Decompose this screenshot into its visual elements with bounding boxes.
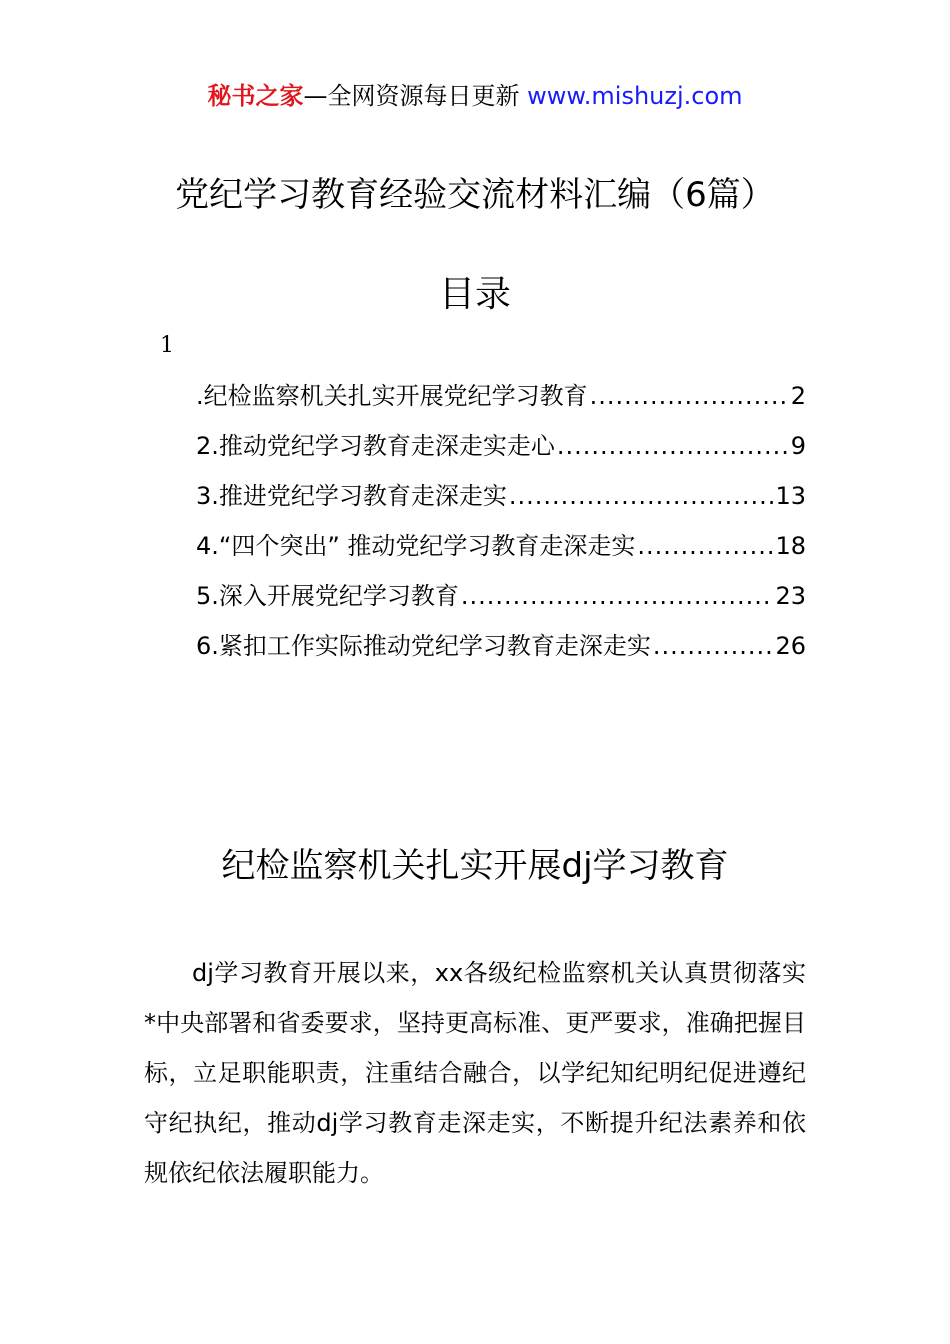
site-slogan: —全网资源每日更新 — [303, 82, 520, 110]
toc-entry-3[interactable] — [196, 478, 806, 528]
section-title: 纪检监察机关扎实开展dj学习教育 — [221, 846, 729, 886]
toc-heading: 目录 — [438, 274, 511, 315]
site-header — [0, 80, 950, 112]
toc-leader-dots — [637, 528, 773, 564]
toc-entry-page: 2 — [790, 382, 806, 410]
site-brand: 秘书之家 — [207, 82, 304, 110]
toc-leader-dots — [557, 428, 789, 464]
toc-entry-title: 4.“四个突出” 推动党纪学习教育走深走实 — [196, 532, 636, 560]
toc-entry-5[interactable] — [196, 578, 806, 628]
body-paragraph: dj学习教育开展以来，xx各级纪检监察机关认真贯彻落实*中央部署和省委要求，坚持更高标准、更严要求，准确把握目标，立足职能职责，注重结合融合，以学纪知纪明纪促进遵纪守纪执纪，推动dj学习教育走深走实，不断提升纪法素养和依规依纪依法履职能力。 — [144, 959, 806, 1187]
toc-entry-page: 13 — [775, 482, 806, 510]
toc-entry-title: 2.推动党纪学习教育走深走实走心 — [196, 432, 555, 460]
table-of-contents — [196, 378, 806, 678]
toc-entry-page: 18 — [775, 532, 806, 560]
toc-entry-page: 9 — [790, 432, 806, 460]
toc-entry-1[interactable] — [196, 378, 806, 428]
toc-entry-6[interactable] — [196, 628, 806, 678]
toc-entry-title: .纪检监察机关扎实开展党纪学习教育 — [196, 382, 588, 410]
toc-leader-dots — [509, 478, 774, 514]
toc-entry-title: 6.紧扣工作实际推动党纪学习教育走深走实 — [196, 632, 651, 660]
toc-leader-dots — [590, 378, 789, 414]
toc-entry-4[interactable] — [196, 528, 806, 578]
site-url-link[interactable]: www.mishuzj.com — [527, 82, 743, 110]
document-title: 党纪学习教育经验交流材料汇编（6篇） — [175, 175, 775, 215]
toc-entry-2[interactable] — [196, 428, 806, 478]
toc-leader-dots — [653, 628, 774, 664]
toc-entry-page: 23 — [775, 582, 806, 610]
toc-first-item-number: 1 — [160, 333, 174, 358]
toc-entry-title: 3.推进党纪学习教育走深走实 — [196, 482, 507, 510]
toc-leader-dots — [461, 578, 774, 614]
toc-entry-page: 26 — [775, 632, 806, 660]
toc-entry-title: 5.深入开展党纪学习教育 — [196, 582, 459, 610]
